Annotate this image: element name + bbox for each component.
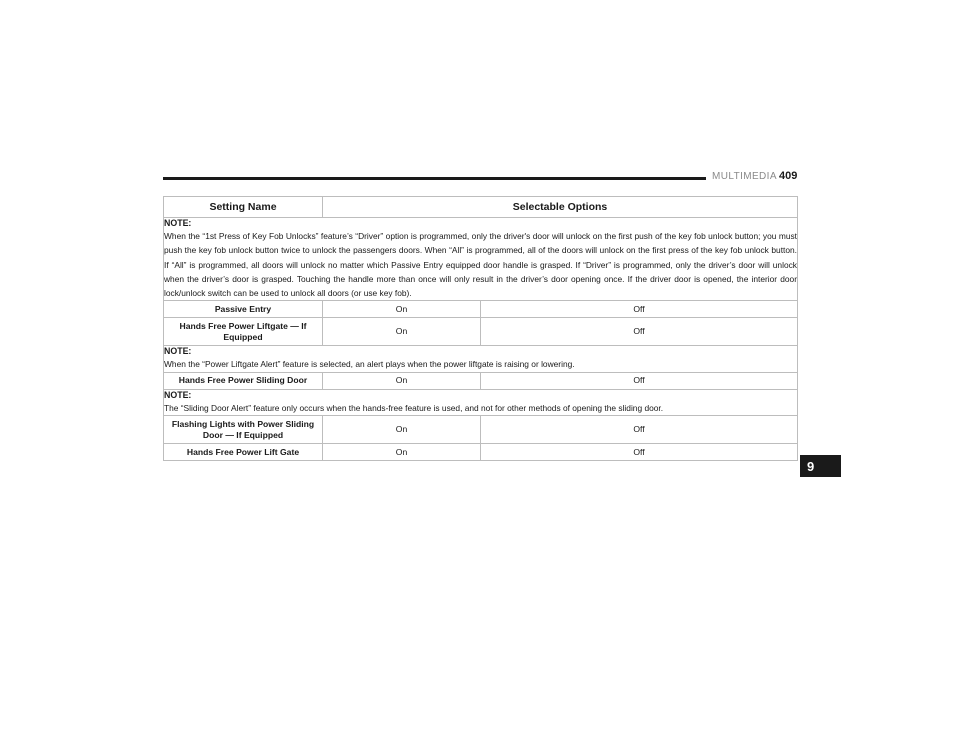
note-cell bbox=[164, 218, 798, 301]
setting-name: Hands Free Power Sliding Door bbox=[164, 372, 323, 389]
option-off: Off bbox=[481, 318, 798, 346]
table-row bbox=[164, 318, 798, 346]
setting-name: Passive Entry bbox=[164, 301, 323, 318]
option-on: On bbox=[323, 301, 481, 318]
settings-table bbox=[163, 196, 798, 461]
note-text: When the “Power Liftgate Alert” feature is selected, an alert plays when the power liftgate is raising or lowering. bbox=[164, 359, 575, 370]
note-cell bbox=[164, 346, 798, 372]
setting-name: Hands Free Power Liftgate — If Equipped bbox=[164, 318, 323, 346]
note-label: NOTE: bbox=[164, 218, 192, 228]
setting-name: Flashing Lights with Power Sliding Door — If Equipped bbox=[164, 416, 323, 444]
option-off: Off bbox=[481, 444, 798, 461]
header-rule bbox=[163, 177, 706, 180]
note-text: The “Sliding Door Alert” feature only occurs when the hands-free feature is used, and not for other methods of opening the sliding door. bbox=[164, 402, 664, 413]
note-label: NOTE: bbox=[164, 389, 192, 400]
note-row bbox=[164, 346, 798, 372]
column-header-selectable-options: Selectable Options bbox=[323, 197, 798, 218]
note-text: When the “1st Press of Key Fob Unlocks” feature’s “Driver” option is programmed, only the driver's door will unlock on the first push of the key fob unlock button; you must push the key fob unlock button twice to unlock the passengers doors. When “All” is programmed, all of the doors will unlock on the first press of the key fob unlock button. If “All” is programmed, all doors will unlock no matter which Passive Entry equipped door handle is grasped. If “Driver” is programmed, only the driver’s door will unlock when the driver’s door is grasped. Touching the handle more than once will only result in the driver’s door opening once. If the driver door is opened, the interior door lock/unlock switch can be used to unlock all doors (or use key fob). bbox=[164, 231, 797, 299]
option-on: On bbox=[323, 318, 481, 346]
option-on: On bbox=[323, 444, 481, 461]
setting-name: Hands Free Power Lift Gate bbox=[164, 444, 323, 461]
note-cell bbox=[164, 389, 798, 415]
table-row bbox=[164, 301, 798, 318]
option-on: On bbox=[323, 372, 481, 389]
note-label: NOTE: bbox=[164, 346, 192, 357]
note-row bbox=[164, 218, 798, 301]
table-header-row bbox=[164, 197, 798, 218]
option-off: Off bbox=[481, 301, 798, 318]
page-number: 409 bbox=[779, 170, 798, 182]
table-row bbox=[164, 444, 798, 461]
column-header-setting-name: Setting Name bbox=[164, 197, 323, 218]
option-off: Off bbox=[481, 416, 798, 444]
note-row bbox=[164, 389, 798, 415]
table-row bbox=[164, 416, 798, 444]
section-title: MULTIMEDIA bbox=[712, 171, 777, 182]
chapter-tab: 9 bbox=[800, 455, 841, 477]
option-on: On bbox=[323, 416, 481, 444]
table-row bbox=[164, 372, 798, 389]
option-off: Off bbox=[481, 372, 798, 389]
